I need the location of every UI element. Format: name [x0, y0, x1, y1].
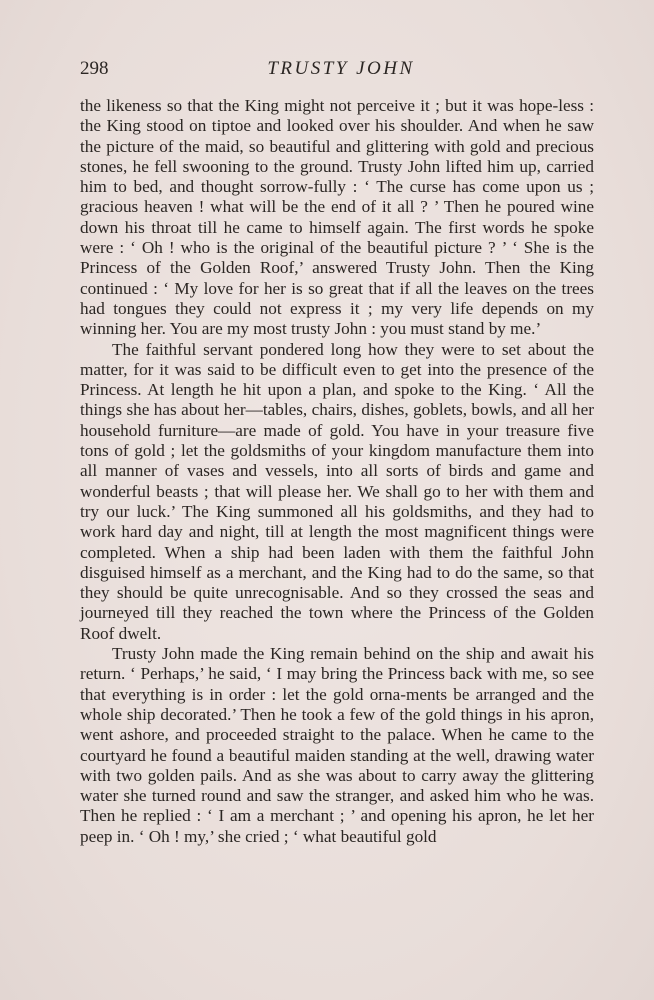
page-number: 298 [80, 58, 109, 79]
paragraph-continued: the likeness so that the King might not perceive it ; but it was hope-less : the King stood on tiptoe and looked over his shoulder. And when he saw the picture of the maid, so beautiful and glittering with gold and precious stones, he fell swooning to the ground. Trusty John lifted him up, carried him to bed, and thought sorrow-fully : ‘ The curse has come upon us ; gracious heaven ! what will be the end of it all ? ’ Then he poured wine down his throat till he came to himself again. The first words he spoke were : ‘ Oh ! who is the original of the beautiful picture ? ’ ‘ She is the Princess of the Golden Roof,’ answered Trusty John. Then the King continued : ‘ My love for her is so great that if all the leaves on the trees had tongues they could not express it ; my very life depends on my winning her. You are my most trusty John : you must stand by me.’ [80, 96, 594, 339]
paragraph: Trusty John made the King remain behind on the ship and await his return. ‘ Perhaps,’ he said, ‘ I may bring the Princess back with me, so see that everything is in order : let the gold orna-ments be arranged and the whole ship decorated.’ Then he took a few of the gold things in his apron, went ashore, and proceeded straight to the palace. When he came to the courtyard he found a beautiful maiden standing at the well, drawing water with two golden pails. And as she was about to carry away the glittering water she turned round and saw the stranger, and asked him who he was. Then he replied : ‘ I am a merchant ; ’ and opening his apron, he let her peep in. ‘ Oh ! my,’ she cried ; ‘ what beautiful gold [80, 644, 594, 846]
page-header [80, 58, 592, 86]
running-title: TRUSTY JOHN [267, 58, 415, 79]
paragraph: The faithful servant pondered long how they were to set about the matter, for it was said to be difficult even to get into the presence of the Princess. At length he hit upon a plan, and spoke to the King. ‘ All the things she has about her—tables, chairs, dishes, goblets, bowls, and all her household furniture—are made of gold. You have in your treasure five tons of gold ; let the goldsmiths of your kingdom manufacture them into all manner of vases and vessels, into all sorts of birds and game and wonderful beasts ; that will please her. We shall go to her with them and try our luck.’ The King summoned all his goldsmiths, and they had to work hard day and night, till at length the most magnificent things were completed. When a ship had been laden with them the faithful John disguised himself as a merchant, and the King had to do the same, so that they should be quite unrecognisable. And so they crossed the seas and journeyed till they reached the town where the Princess of the Golden Roof dwelt. [80, 339, 594, 643]
body-text [80, 96, 594, 847]
